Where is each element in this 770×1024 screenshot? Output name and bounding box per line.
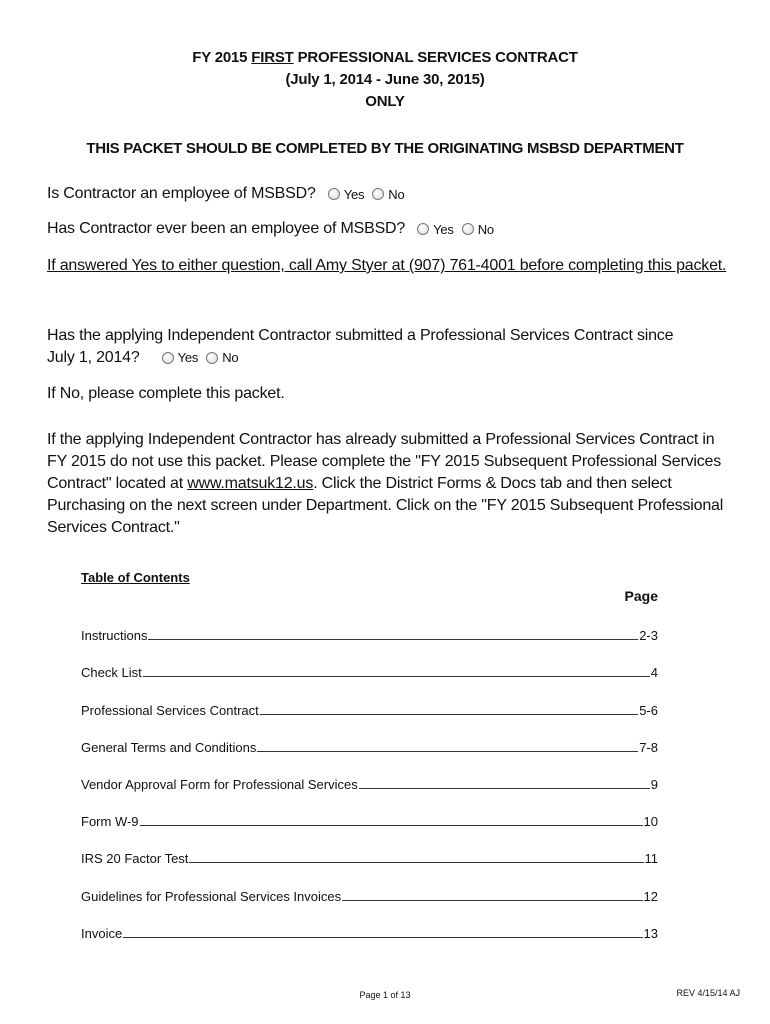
submitted-no-label: No (222, 350, 239, 365)
question-submitted-date: July 1, 2014? (47, 349, 140, 366)
question-former-employee (47, 220, 494, 238)
employee-yes-label: Yes (343, 186, 365, 202)
former-employee-radio-group (417, 222, 494, 237)
submitted-yes-radio[interactable] (162, 352, 174, 364)
question-submitted (47, 325, 727, 369)
title-line-1 (0, 47, 770, 69)
toc-item-label: Vendor Approval Form for Professional Services (81, 776, 358, 792)
former-employee-no-radio[interactable] (462, 223, 474, 235)
toc-item-page: 12 (643, 888, 658, 904)
district-website-link[interactable]: www.matsuk12.us (187, 475, 314, 492)
table-of-contents (81, 606, 658, 941)
toc-leader-line (359, 788, 650, 789)
employee-no-radio[interactable] (372, 188, 384, 200)
title-line-3: ONLY (365, 93, 405, 110)
submitted-no-radio[interactable] (206, 352, 218, 364)
employee-no-label: No (388, 186, 405, 202)
title-prefix: FY 2015 (192, 49, 252, 66)
question-employee-text: Is Contractor an employee of MSBSD? (47, 185, 316, 202)
toc-item-page: 13 (643, 925, 658, 941)
toc-row (81, 680, 658, 717)
toc-item-label: IRS 20 Factor Test (81, 851, 189, 867)
call-warning: If answered Yes to either question, call Amy Styer at (907) 761-4001 before completing this packet. (47, 257, 727, 274)
former-employee-no-label: No (477, 221, 494, 237)
toc-row (81, 792, 658, 829)
toc-row (81, 904, 658, 941)
submitted-yes-label: Yes (177, 350, 199, 365)
page-number: Page 1 of 13 (359, 990, 411, 1000)
toc-item-label: Check List (81, 665, 142, 681)
toc-row (81, 606, 658, 643)
former-employee-yes-radio[interactable] (417, 223, 429, 235)
toc-title: Table of Contents (81, 570, 190, 585)
toc-leader-line (342, 900, 642, 901)
toc-item-page: 7-8 (639, 739, 658, 755)
toc-row (81, 643, 658, 680)
document-title (0, 47, 770, 113)
toc-item-label: Instructions (81, 628, 148, 644)
toc-item-label: Professional Services Contract (81, 702, 259, 718)
title-suffix: PROFESSIONAL SERVICES CONTRACT (293, 49, 578, 66)
title-line-2: (July 1, 2014 - June 30, 2015) (285, 71, 485, 88)
toc-row (81, 718, 658, 755)
toc-leader-line (140, 825, 643, 826)
toc-row (81, 866, 658, 903)
question-submitted-text: Has the applying Independent Contractor submitted a Professional Services Contract since (47, 327, 674, 344)
toc-item-label: Invoice (81, 925, 123, 941)
submitted-radio-group (162, 347, 239, 369)
toc-row (81, 829, 658, 866)
toc-item-page: 10 (643, 814, 658, 830)
toc-leader-line (143, 676, 650, 677)
toc-row (81, 755, 658, 792)
employee-radio-group (328, 187, 405, 202)
subsequent-text-after-link: . Click the District Forms & Docs tab and then select Purchasing on the next screen under Department. Click on the "FY 2015 Subsequent Professional Services Contract." (47, 475, 724, 536)
toc-item-label: Guidelines for Professional Services Invoices (81, 888, 342, 904)
subsequent-text-before-link: If the applying Independent Contractor has already submitted a Professional Services Contract in FY 2015 do not use this packet. Please complete the "FY 2015 Subsequent Professional Services Contract" located at (47, 431, 722, 492)
toc-item-page: 11 (644, 851, 658, 867)
employee-yes-radio[interactable] (328, 188, 340, 200)
toc-page-column-header: Page (624, 588, 658, 604)
toc-leader-line (123, 937, 642, 938)
toc-leader-line (260, 714, 638, 715)
toc-item-label: Form W-9 (81, 814, 139, 830)
toc-leader-line (257, 751, 638, 752)
question-former-employee-text: Has Contractor ever been an employee of MSBSD? (47, 220, 406, 237)
question-employee (47, 185, 405, 203)
toc-item-page: 9 (650, 776, 658, 792)
toc-leader-line (148, 639, 638, 640)
title-underlined-word: FIRST (251, 49, 294, 66)
toc-item-page: 2-3 (639, 628, 658, 644)
former-employee-yes-label: Yes (433, 221, 454, 237)
if-no-instruction: If No, please complete this packet. (47, 385, 285, 402)
toc-item-page: 4 (650, 665, 658, 681)
department-instruction-heading: THIS PACKET SHOULD BE COMPLETED BY THE ORIGINATING MSBSD DEPARTMENT (86, 140, 684, 157)
toc-item-page: 5-6 (639, 702, 658, 718)
toc-item-label: General Terms and Conditions (81, 739, 257, 755)
revision-stamp: REV 4/15/14 AJ (676, 988, 740, 998)
subsequent-contract-instructions (47, 429, 727, 539)
toc-leader-line (189, 862, 643, 863)
question-submitted-line-2 (47, 347, 727, 369)
